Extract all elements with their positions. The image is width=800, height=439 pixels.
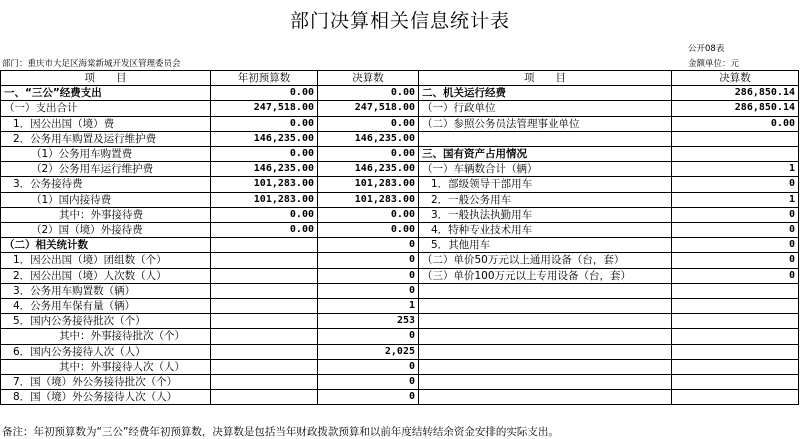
- row-final-left: 0: [318, 253, 419, 268]
- row-final-right: [672, 314, 799, 329]
- row-item-left: 2．公务用车购置及运行维护费: [1, 131, 211, 146]
- statistics-table: [0, 70, 799, 405]
- row-budget-left: [211, 238, 318, 253]
- header-row: [1, 71, 799, 86]
- row-item-right: [419, 359, 672, 374]
- row-item-right: （三）单价100万元以上专用设备（台，套）: [419, 268, 672, 283]
- row-final-left: 253: [318, 314, 419, 329]
- table-row: [1, 253, 799, 268]
- table-row: [1, 207, 799, 222]
- row-budget-left: 0.00: [211, 207, 318, 222]
- row-final-right: 1: [672, 192, 799, 207]
- footnote: 备注：年初预算数为“三公”经费年初预算数，决算数是包括当年财政拨款预算和以前年度结转结余资金安排的实际支出。: [2, 426, 559, 438]
- row-budget-left: [211, 359, 318, 374]
- row-final-left: 0.00: [318, 147, 419, 162]
- row-item-left: 7．国（境）外公务接待批次（个）: [1, 375, 211, 390]
- row-item-right: 4．特种专业技术用车: [419, 223, 672, 238]
- table-row: [1, 177, 799, 192]
- row-final-left: 146,235.00: [318, 162, 419, 177]
- row-final-right: [672, 283, 799, 298]
- row-final-left: 101,283.00: [318, 192, 419, 207]
- row-budget-left: 0.00: [211, 223, 318, 238]
- table-row: [1, 223, 799, 238]
- table-row: [1, 329, 799, 344]
- row-item-right: [419, 299, 672, 314]
- row-final-right: 0: [672, 238, 799, 253]
- row-item-right: [419, 375, 672, 390]
- row-item-left: 8．国（境）外公务接待人次（人）: [1, 390, 211, 405]
- header-left-item: 项 目: [1, 71, 211, 86]
- row-final-left: 0: [318, 329, 419, 344]
- row-final-left: 0: [318, 359, 419, 374]
- table-row: [1, 314, 799, 329]
- row-final-right: 0: [672, 177, 799, 192]
- table-row: [1, 375, 799, 390]
- row-item-right: 1．部级领导干部用车: [419, 177, 672, 192]
- row-final-right: 1: [672, 162, 799, 177]
- row-budget-left: 247,518.00: [211, 101, 318, 116]
- row-final-left: 0.00: [318, 86, 419, 101]
- row-item-right: 2．一般公务用车: [419, 192, 672, 207]
- row-final-left: 247,518.00: [318, 101, 419, 116]
- row-item-right: [419, 314, 672, 329]
- row-budget-left: [211, 344, 318, 359]
- table-row: [1, 390, 799, 405]
- table-row: [1, 299, 799, 314]
- row-item-right: [419, 131, 672, 146]
- row-item-left: 一、“三公”经费支出: [1, 86, 211, 101]
- row-final-left: 0.00: [318, 207, 419, 222]
- row-final-right: 0: [672, 268, 799, 283]
- row-item-left: 3．公务用车购置数（辆）: [1, 283, 211, 298]
- row-budget-left: 0.00: [211, 116, 318, 131]
- row-item-right: 三、国有资产占用情况: [419, 147, 672, 162]
- row-final-left: 0: [318, 375, 419, 390]
- row-item-left: 4．公务用车保有量（辆）: [1, 299, 211, 314]
- row-item-right: [419, 329, 672, 344]
- row-item-left: 6．国内公务接待人次（人）: [1, 344, 211, 359]
- table-row: [1, 101, 799, 116]
- row-final-left: 0: [318, 283, 419, 298]
- row-budget-left: [211, 390, 318, 405]
- header-left-budget: 年初预算数: [211, 71, 318, 86]
- row-final-right: 0: [672, 253, 799, 268]
- table-row: [1, 359, 799, 374]
- row-budget-left: 146,235.00: [211, 131, 318, 146]
- row-item-left: 3．公务接待费: [1, 177, 211, 192]
- row-final-right: [672, 299, 799, 314]
- table-row: [1, 283, 799, 298]
- row-item-left: 1．因公出国（境）团组数（个）: [1, 253, 211, 268]
- table-row: [1, 268, 799, 283]
- row-final-left: 0: [318, 390, 419, 405]
- row-final-left: 0: [318, 238, 419, 253]
- row-final-right: [672, 390, 799, 405]
- row-final-right: [672, 131, 799, 146]
- table-row: [1, 238, 799, 253]
- row-item-right: [419, 344, 672, 359]
- row-item-left: （1）公务用车购置费: [1, 147, 211, 162]
- row-budget-left: 0.00: [211, 86, 318, 101]
- table-row: [1, 131, 799, 146]
- row-budget-left: [211, 375, 318, 390]
- row-item-right: 5．其他用车: [419, 238, 672, 253]
- row-item-left: （2）国（境）外接待费: [1, 223, 211, 238]
- row-final-right: 286,850.14: [672, 86, 799, 101]
- row-item-right: [419, 283, 672, 298]
- row-final-right: 0: [672, 223, 799, 238]
- row-item-left: 2．因公出国（境）人次数（人）: [1, 268, 211, 283]
- row-item-left: （2）公务用车运行维护费: [1, 162, 211, 177]
- row-item-right: （二）单价50万元以上通用设备（台，套）: [419, 253, 672, 268]
- header-right-item: 项 目: [419, 71, 672, 86]
- row-budget-left: [211, 268, 318, 283]
- row-budget-left: [211, 299, 318, 314]
- table-row: [1, 192, 799, 207]
- row-item-left: 5．国内公务接待批次（个）: [1, 314, 211, 329]
- table-row: [1, 86, 799, 101]
- row-item-right: 3．一般执法执勤用车: [419, 207, 672, 222]
- row-item-right: 二、机关运行经费: [419, 86, 672, 101]
- row-item-left: （1）国内接待费: [1, 192, 211, 207]
- row-final-right: [672, 344, 799, 359]
- row-final-right: [672, 329, 799, 344]
- department-label: 部门：重庆市大足区海棠新城开发区管理委员会: [2, 59, 181, 69]
- row-item-right: （一）行政单位: [419, 101, 672, 116]
- row-budget-left: 146,235.00: [211, 162, 318, 177]
- header-left-final: 决算数: [318, 71, 419, 86]
- table-row: [1, 162, 799, 177]
- row-final-right: 0: [672, 207, 799, 222]
- row-budget-left: [211, 329, 318, 344]
- page-title: 部门决算相关信息统计表: [289, 10, 510, 32]
- row-final-right: [672, 147, 799, 162]
- row-final-left: 0.00: [318, 223, 419, 238]
- table-row: [1, 147, 799, 162]
- row-item-left: （一）支出合计: [1, 101, 211, 116]
- row-item-left: 其中：外事接待费: [1, 207, 211, 222]
- row-item-right: （二）参照公务员法管理事业单位: [419, 116, 672, 131]
- row-final-left: 101,283.00: [318, 177, 419, 192]
- row-budget-left: [211, 283, 318, 298]
- row-final-left: 146,235.00: [318, 131, 419, 146]
- row-item-left: 其中：外事接待批次（个）: [1, 329, 211, 344]
- row-budget-left: 101,283.00: [211, 192, 318, 207]
- row-budget-left: [211, 253, 318, 268]
- row-budget-left: [211, 314, 318, 329]
- row-item-left: 其中：外事接待人次（人）: [1, 359, 211, 374]
- row-final-right: [672, 375, 799, 390]
- row-budget-left: 101,283.00: [211, 177, 318, 192]
- form-number: 公开08表: [688, 44, 725, 54]
- row-final-left: 0: [318, 268, 419, 283]
- unit-label: 金额单位：元: [688, 59, 740, 69]
- row-item-left: 1．因公出国（境）费: [1, 116, 211, 131]
- row-final-left: 2,025: [318, 344, 419, 359]
- table-row: [1, 116, 799, 131]
- row-final-right: [672, 359, 799, 374]
- row-item-left: （二）相关统计数: [1, 238, 211, 253]
- row-final-right: 0.00: [672, 116, 799, 131]
- table-row: [1, 344, 799, 359]
- header-right-final: 决算数: [672, 71, 799, 86]
- row-item-right: （一）车辆数合计（辆）: [419, 162, 672, 177]
- row-item-right: [419, 390, 672, 405]
- row-final-right: 286,850.14: [672, 101, 799, 116]
- row-final-left: 1: [318, 299, 419, 314]
- row-final-left: 0.00: [318, 116, 419, 131]
- row-budget-left: 0.00: [211, 147, 318, 162]
